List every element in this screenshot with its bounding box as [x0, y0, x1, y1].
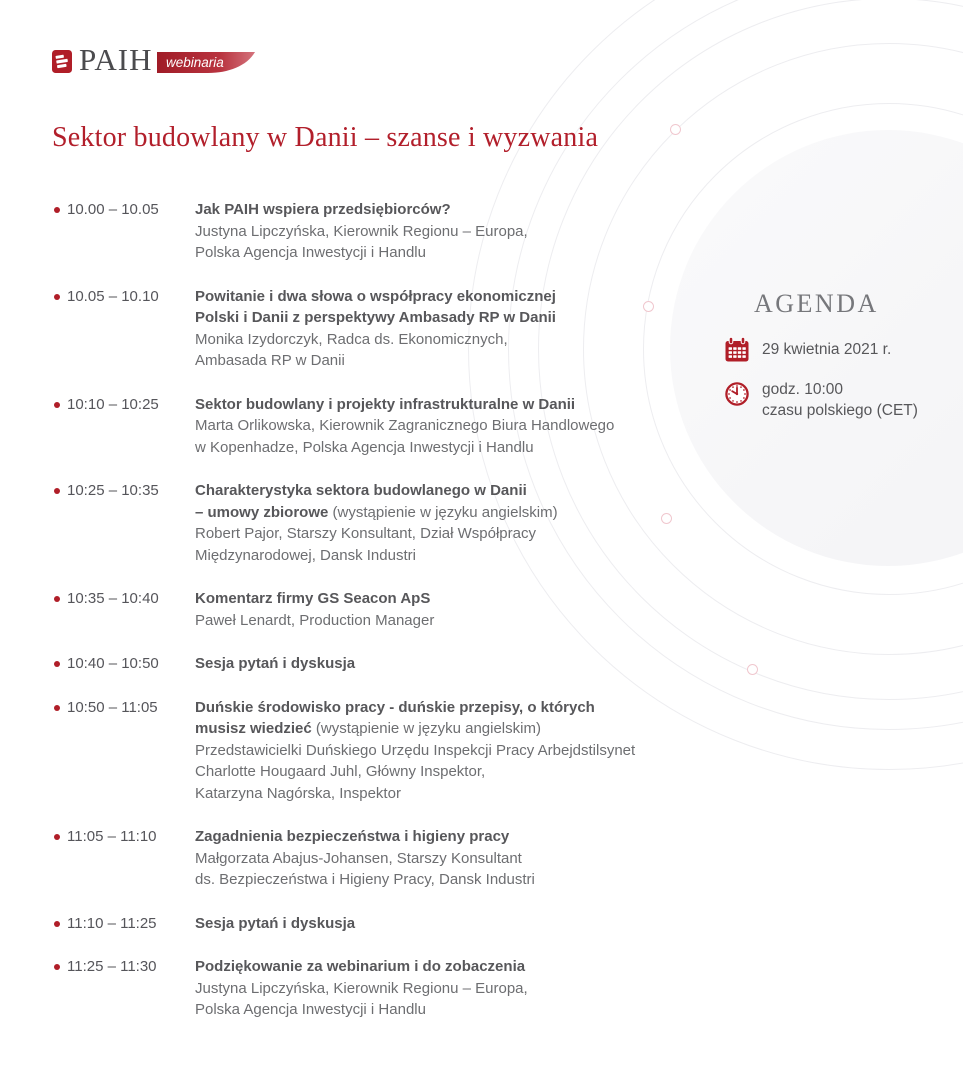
item-title [195, 653, 752, 675]
logo-tagline-text: webinaria [165, 55, 224, 70]
item-content [195, 653, 752, 675]
clock-icon [724, 381, 750, 407]
time-row [724, 379, 944, 421]
item-content [195, 199, 752, 264]
calendar-icon [724, 336, 750, 363]
item-title [195, 480, 752, 523]
item-content [195, 913, 752, 935]
item-content [195, 588, 752, 631]
item-content [195, 697, 752, 805]
agenda-item [52, 199, 752, 264]
bullet-icon [54, 964, 60, 970]
agenda-item [52, 394, 752, 459]
item-detail-line: Justyna Lipczyńska, Kierownik Regionu – Europa, [195, 222, 528, 240]
panel-heading: AGENDA [754, 289, 879, 318]
bullet-icon [54, 921, 60, 927]
bullet-icon [54, 294, 60, 300]
item-language-note: (wystąpienie w języku angielskim) [328, 503, 558, 521]
agenda-item [52, 588, 752, 631]
agenda-list [52, 199, 752, 1021]
item-title [195, 956, 752, 978]
agenda-item [52, 697, 752, 805]
bullet-icon [54, 488, 60, 494]
item-time: 11:05 – 11:10 [67, 828, 157, 845]
item-time: 10:10 – 10:25 [67, 395, 159, 413]
item-title-line: Zagadnienia bezpieczeństwa i higieny pracy [195, 828, 510, 845]
item-time: 10:50 – 11:05 [67, 698, 158, 716]
item-content [195, 956, 752, 1021]
item-details [195, 848, 752, 891]
item-time-column [52, 394, 195, 416]
item-time: 11:10 – 11:25 [67, 914, 157, 932]
bullet-icon [54, 661, 60, 667]
item-title-line: Polski i Danii z perspektywy Ambasady RP w Danii [195, 309, 556, 326]
item-time: 10.00 – 10.05 [67, 201, 159, 218]
item-title [195, 826, 752, 848]
item-title-line: musisz wiedzieć (wystąpienie w języku angielskim) [195, 720, 541, 737]
item-detail-line: Przedstawicielki Duńskiego Urzędu Inspekcji Pracy Arbejdstilsynet [195, 741, 636, 759]
item-time-column [52, 199, 195, 221]
item-time: 10:40 – 10:50 [67, 655, 159, 672]
item-time: 11:25 – 11:30 [67, 958, 157, 975]
item-title [195, 913, 752, 935]
item-time: 10:25 – 10:35 [67, 482, 159, 499]
item-title-line: Powitanie i dwa słowa o współpracy ekonomicznej [195, 287, 556, 305]
page-title: Sektor budowlany w Danii – szanse i wyzwania [52, 122, 599, 153]
item-details [195, 221, 752, 264]
paih-logo [52, 42, 255, 77]
agenda-item [52, 480, 752, 566]
item-detail-line: ds. Bezpieczeństwa i Higieny Pracy, Dansk Industri [195, 871, 535, 888]
item-title-line: Duńskie środowisko pracy - duńskie przepisy, o których [195, 698, 595, 716]
item-time-column [52, 826, 195, 848]
item-detail-line: Justyna Lipczyńska, Kierownik Regionu – Europa, [195, 979, 528, 997]
item-time-column [52, 653, 195, 675]
item-title-line: Jak PAIH wspiera przedsiębiorców? [195, 201, 451, 218]
item-title [195, 697, 752, 740]
item-time-column [52, 956, 195, 978]
item-content [195, 480, 752, 566]
item-details [195, 978, 752, 1021]
item-time: 10.05 – 10.10 [67, 287, 159, 305]
item-details [195, 610, 752, 632]
item-time-column [52, 588, 195, 610]
item-detail-line: Charlotte Hougaard Juhl, Główny Inspektor, [195, 763, 486, 780]
item-title-line: Podziękowanie za webinarium i do zobaczenia [195, 958, 526, 975]
item-title-line: Charakterystyka sektora budowlanego w Danii [195, 482, 527, 499]
item-time: 10:35 – 10:40 [67, 590, 159, 607]
item-time-column [52, 913, 195, 935]
item-details [195, 740, 752, 805]
circle-node-icon [670, 124, 681, 135]
logo-brand-text: PAIH [79, 42, 153, 77]
item-title [195, 394, 752, 416]
webinar-time-line2: czasu polskiego (CET) [762, 402, 918, 419]
item-details [195, 523, 752, 566]
item-detail-line: Polska Agencja Inwestycji i Handlu [195, 244, 426, 261]
bullet-icon [54, 834, 60, 840]
item-title-line: Komentarz firmy GS Seacon ApS [195, 590, 431, 607]
item-detail-line: Polska Agencja Inwestycji i Handlu [195, 1001, 426, 1018]
item-title-line: – umowy zbiorowe (wystąpienie w języku angielskim) [195, 503, 558, 521]
item-title [195, 199, 752, 221]
bullet-icon [54, 705, 60, 711]
item-details [195, 415, 752, 458]
webinar-time [762, 379, 918, 421]
item-title-line: Sesja pytań i dyskusja [195, 655, 356, 672]
item-language-note: (wystąpienie w języku angielskim) [311, 720, 541, 737]
agenda-item [52, 956, 752, 1021]
panel-info [724, 336, 944, 421]
item-title [195, 286, 752, 329]
item-detail-line: Międzynarodowej, Dansk Industri [195, 546, 416, 564]
item-detail-line: Ambasada RP w Danii [195, 352, 345, 369]
webinar-date: 29 kwietnia 2021 r. [762, 341, 892, 358]
webinar-time-line1: godz. 10:00 [762, 381, 844, 398]
item-detail-line: Marta Orlikowska, Kierownik Zagranicznego Biura Handlowego [195, 417, 615, 434]
item-title [195, 588, 752, 610]
item-detail-line: w Kopenhadze, Polska Agencja Inwestycji i Handlu [195, 438, 534, 456]
item-detail-line: Małgorzata Abajus-Johansen, Starszy Konsultant [195, 849, 522, 867]
agenda-item [52, 913, 752, 935]
item-detail-line: Robert Pajor, Starszy Konsultant, Dział Współpracy [195, 525, 536, 542]
item-time-column [52, 286, 195, 308]
bullet-icon [54, 207, 60, 213]
item-detail-line: Katarzyna Nagórska, Inspektor [195, 784, 401, 802]
webinaria-banner [157, 52, 255, 73]
agenda-item [52, 653, 752, 675]
item-content [195, 286, 752, 372]
item-title-line: Sektor budowlany i projekty infrastrukturalne w Danii [195, 395, 576, 413]
date-row [724, 336, 944, 363]
item-content [195, 394, 752, 459]
item-details [195, 329, 752, 372]
item-content [195, 826, 752, 891]
item-time-column [52, 480, 195, 502]
item-time-column [52, 697, 195, 719]
item-title-line: Sesja pytań i dyskusja [195, 914, 356, 932]
item-detail-line: Monika Izydorczyk, Radca ds. Ekonomicznych, [195, 330, 508, 348]
bullet-icon [54, 402, 60, 408]
agenda-item [52, 826, 752, 891]
bullet-icon [54, 596, 60, 602]
agenda-item [52, 286, 752, 372]
paih-flag-icon [52, 50, 72, 73]
item-detail-line: Paweł Lenardt, Production Manager [195, 611, 435, 629]
